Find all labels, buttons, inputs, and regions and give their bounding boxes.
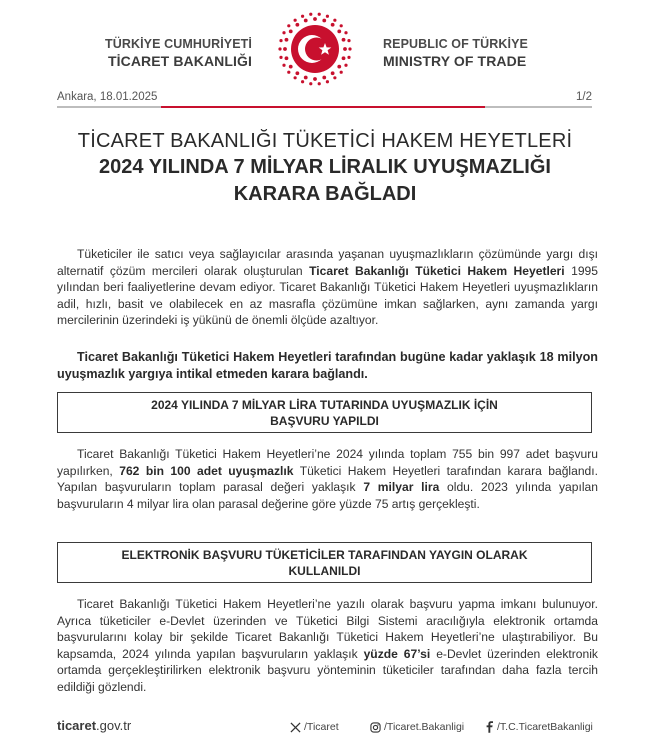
header-left-text [105, 36, 252, 70]
header-right-text [383, 36, 528, 70]
highlight-paragraph: Ticaret Bakanlığı Tüketici Hakem Heyetleri tarafından bugüne kadar yaklaşık 18 milyon uyuşmazlık yargıya intikal etmeden karara bağlandı. [57, 350, 598, 381]
header-republic-tr: TÜRKİYE CUMHURİYETİ [104, 37, 252, 51]
headline-line-1: TİCARET BAKANLIĞI TÜKETİCİ HAKEM HEYETLERİ [77, 130, 573, 152]
applications-text-3: oldu. 2023 yılında yapılan başvuruların 4 milyar lira olan parasal değerine göre yüzde 75 artış gerçekleşti. [57, 480, 598, 511]
facebook-handle: /T.C.TicaretBakanligi [497, 721, 593, 733]
header-republic-en: REPUBLIC OF TÜRKİYE [383, 37, 528, 51]
header-ministry-en: MINISTRY OF TRADE [383, 53, 527, 69]
section-heading-1-line-2: BAŞVURU YAPILDI [270, 414, 379, 428]
website-domain-bold: ticaret [57, 718, 97, 733]
footer [57, 718, 598, 740]
headline-line-2: 2024 YILINDA 7 MİLYAR LİRALIK UYUŞMAZLIĞI [99, 156, 551, 178]
intro-emphasis: Ticaret Bakanlığı Tüketici Hakem Heyetleri [309, 263, 565, 278]
divider-right [485, 106, 592, 108]
applications-emphasis-1: 762 bin 100 adet uyuşmazlık [119, 463, 294, 478]
electronic-text-1: Ticaret Bakanlığı Tüketici Hakem Heyetleri’ne yazılı olarak başvuru yapma imkanı bulunuyor. Ayrıca tüketiciler e-Devlet üzerinden ve Tüketici Bilgi Sistemi aracılığıyla elektronik ortamda başvurularını kolay bir şekilde Ticaret Bakanlığı Tüketici Hakem Heyetleri’ne ulaştırabiliyor. Bu kapsamda, 2024 yılında yapılan başvuruların yaklaşık [57, 597, 598, 661]
section-heading-2-line-2: KULLANILDI [288, 564, 361, 578]
instagram-icon [370, 722, 381, 733]
x-icon [290, 722, 301, 733]
section-heading-applications [57, 392, 592, 433]
applications-emphasis-2: 7 milyar lira [363, 480, 440, 494]
facebook-social-link[interactable] [485, 721, 593, 733]
electronic-emphasis: yüzde 67’si [363, 646, 431, 661]
section-heading-2-line-1: ELEKTRONİK BAŞVURU TÜKETİCİLER TARAFINDAN YAYGIN OLARAK [121, 548, 528, 562]
section-heading-electronic [57, 542, 592, 583]
intro-paragraph [57, 246, 598, 329]
document-date: Ankara, 18.01.2025 [57, 91, 158, 103]
website-link[interactable] [57, 718, 131, 733]
intro-text-2: 1995 yılından beri faaliyetlerine devam ediyor. Ticaret Bakanlığı Tüketici Hakem Heyetleri uyuşmazlıkların adil, hızlı, basit ve olabilecek en az masrafla çözümüne imkan sağlarken, aynı zamanda yargı mercilerinin üzerindeki iş yükünü de önemli ölçüde azaltıyor. [57, 263, 598, 327]
website-domain-rest: .gov.tr [96, 718, 132, 733]
headline-line-3: KARARA BAĞLADI [233, 183, 417, 205]
divider-left [57, 106, 161, 108]
instagram-handle: /Ticaret.Bakanligi [384, 721, 465, 733]
x-handle: /Ticaret [304, 721, 339, 733]
intro-text-1: Tüketiciler ile satıcı veya sağlayıcılar arasında yaşanan uyuşmazlıkların çözümünde yargı dışı alternatif çözüm mercileri olarak oluşturulan [57, 247, 598, 278]
section-heading-1-line-1: 2024 YILINDA 7 MİLYAR LİRA TUTARINDA UYUŞMAZLIK İÇİN [151, 398, 498, 412]
header-ministry-tr: TİCARET BAKANLIĞI [107, 53, 252, 69]
page-number: 1/2 [576, 91, 592, 103]
letterhead [0, 0, 650, 95]
electronic-paragraph [57, 596, 598, 695]
headline [40, 128, 610, 208]
applications-text-2: Tüketici Hakem Heyetleri tarafından karara bağlandı. Yapılan başvuruların toplam parasal değeri yaklaşık [57, 463, 599, 494]
facebook-icon [485, 721, 494, 733]
instagram-social-link[interactable] [370, 721, 464, 733]
applications-paragraph [57, 446, 598, 512]
electronic-text-2: e-Devlet üzerinden elektronik ortamda gerçekleştirilirken elektronik başvuru yönteminin tüketiciler tarafından daha fazla tercih edildiği gözlendi. [57, 646, 598, 694]
ministry-emblem-icon [273, 7, 357, 91]
divider-accent [161, 106, 485, 108]
applications-text-1: Ticaret Bakanlığı Tüketici Hakem Heyetleri’ne 2024 yılında toplam 755 bin 997 adet başvuru yapılırken, [57, 447, 598, 478]
x-social-link[interactable] [290, 721, 339, 733]
